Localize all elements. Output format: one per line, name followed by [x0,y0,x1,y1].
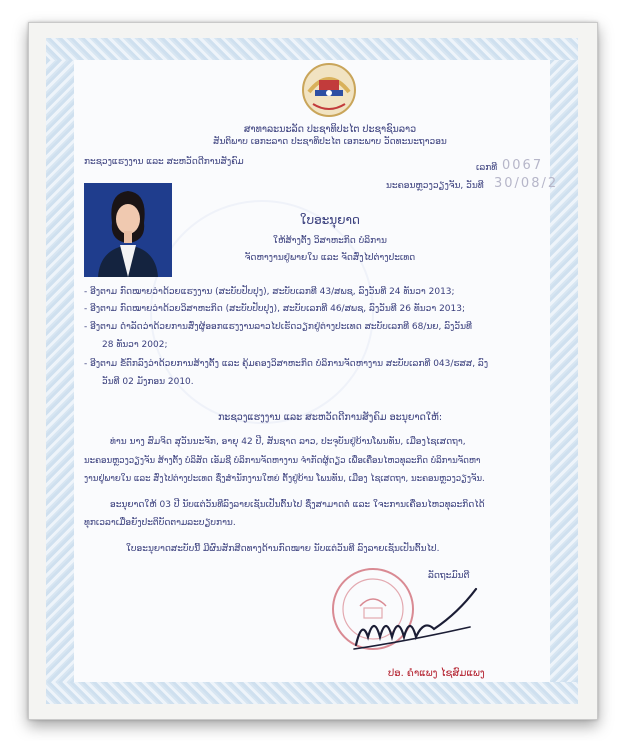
body-line-3: ງານຢູ່ພາຍໃນ ແລະ ສົ່ງໄປຕ່າງປະເທດ ຊຶ່ງສໍານັກງານໃຫຍ່ ຕັ້ງຢູ່ບ້ານ ໂພນທັນ, ເມືອງ ໄຊເສດຖາ, ນະຄອນຫຼວງວຽງຈັນ. [84,474,485,484]
holder-photo [84,183,172,277]
bottom-guilloche-border [46,682,578,704]
body-line-2: ນະຄອນຫຼວງວຽງຈັນ ສ້າງຕັ້ງ ບໍລິສັດ ເອັມຊີ ບໍລິການຈັດຫາງານ ຈໍາກັດຜູ້ດຽວ ເພື່ອເຄື່ອນໄຫວທຸລະກິດ ບໍລິການຈັດຫາ [84,456,481,466]
ministry-name: ກະຊວງແຮງງານ ແລະ ສະຫວັດດີການສັງຄົມ [84,157,244,167]
date-value: 30/08/2 [494,176,559,191]
body-line-5: ທຸກເວລາເມື່ອຍັງປະຕິບັດຕາມລະບຽບການ. [84,518,236,528]
grant-heading: ກະຊວງແຮງງານ ແລະ ສະຫວັດດີການສັງຄົມ ອະນຸຍາດໃຫ້: [217,412,443,423]
body-line-4: ອະນຸຍາດໃຫ້ 03 ປີ ນັບແຕ່ວັນທີລົງລາຍເຊັນເປັນຕົ້ນໄປ ຊຶ່ງສາມາດຕໍ່ ແລະ ໃຈະການເຄື່ອນໄຫວທຸລະກິດໄດ້ [110,500,485,510]
subtitle-2: ຈັດຫາງານຢູ່ພາຍໃນ ແລະ ຈັດສົ່ງໄປຕ່າງປະເທດ [244,253,416,263]
reference-1: - ອີງຕາມ ກົດໝາຍວ່າດ້ວຍແຮງງານ (ສະບັບປັບປຸງ), ສະບັບເລກທີ 43/ສພຊ, ລົງວັນທີ 24 ທັນວາ 2013; [84,287,455,297]
subtitle-1: ໃຫ້ສ້າງຕັ້ງ ວິສາຫະກິດ ບໍລິການ [273,236,387,246]
left-guilloche-border [46,38,74,704]
top-guilloche-border [46,38,578,60]
place-date: ນະຄອນຫຼວງວຽງຈັນ, ວັນທີ [386,181,484,191]
signatory-name: ປອ. ຄໍາແພງ ໄຊສົມແພງ [388,668,485,679]
national-emblem-icon [299,62,359,120]
minister-signature [348,585,498,655]
right-guilloche-border [550,38,578,704]
minister-title: ລັດຖະມົນຕີ [428,571,470,581]
body-line-6: ໃບອະນຸຍາດສະບັບນີ້ ມີຜົນສັກສິດທາງດ້ານກົດໝາຍ ນັບແຕ່ວັນທີ ລົງລາຍເຊັນເປັນຕົ້ນໄປ. [126,544,440,554]
header-line-1: ສາທາລະນະລັດ ປະຊາທິປະໄຕ ປະຊາຊົນລາວ [243,124,417,135]
document-title: ໃບອະນຸຍາດ [300,213,360,227]
reference-3-cont: 28 ທັນວາ 2002; [102,340,168,350]
reference-4: - ອີງຕາມ ຂໍ້ຕົກລົງວ່າດ້ວຍການສ້າງຕັ້ງ ແລະ ຄຸ້ມຄອງວິສາຫະກິດ ບໍລິການຈັດຫາງານ ສະບັບເລກທີ 043/ຮສສ, ລົງ [84,359,489,369]
body-line-1: ທ່ານ ນາງ ສົມຈິດ ສຸວັນນະຈັກ, ອາຍຸ 42 ປີ, ສັນຊາດ ລາວ, ປະຈຸບັນຢູ່ບ້ານໂພນທັນ, ເມືອງໄຊເສດຖາ, [110,437,466,447]
header-line-2: ສັນຕິພາບ ເອກະລາດ ປະຊາທິປະໄຕ ເອກະພາບ ວັດທະນະຖາວອນ [213,137,447,147]
number-label: ເລກທີ [476,163,498,173]
reference-3: - ອີງຕາມ ດຳລັດວ່າດ້ວຍການສົ່ງຜູ້ອອກແຮງງານລາວໄປເຮັດວຽກຢູ່ຕ່າງປະເທດ ສະບັບເລກທີ 68/ນຍ, ລົງວັນທີ [84,322,472,332]
number-value: 0067 [502,158,544,173]
reference-4-cont: ວັນທີ 02 ມັງກອນ 2010. [102,377,194,387]
reference-2: - ອີງຕາມ ກົດໝາຍວ່າດ້ວຍວິສາຫະກິດ (ສະບັບປັບປຸງ), ສະບັບເລກທີ 46/ສພຊ, ລົງວັນທີ 26 ທັນວາ 2013; [84,304,466,314]
